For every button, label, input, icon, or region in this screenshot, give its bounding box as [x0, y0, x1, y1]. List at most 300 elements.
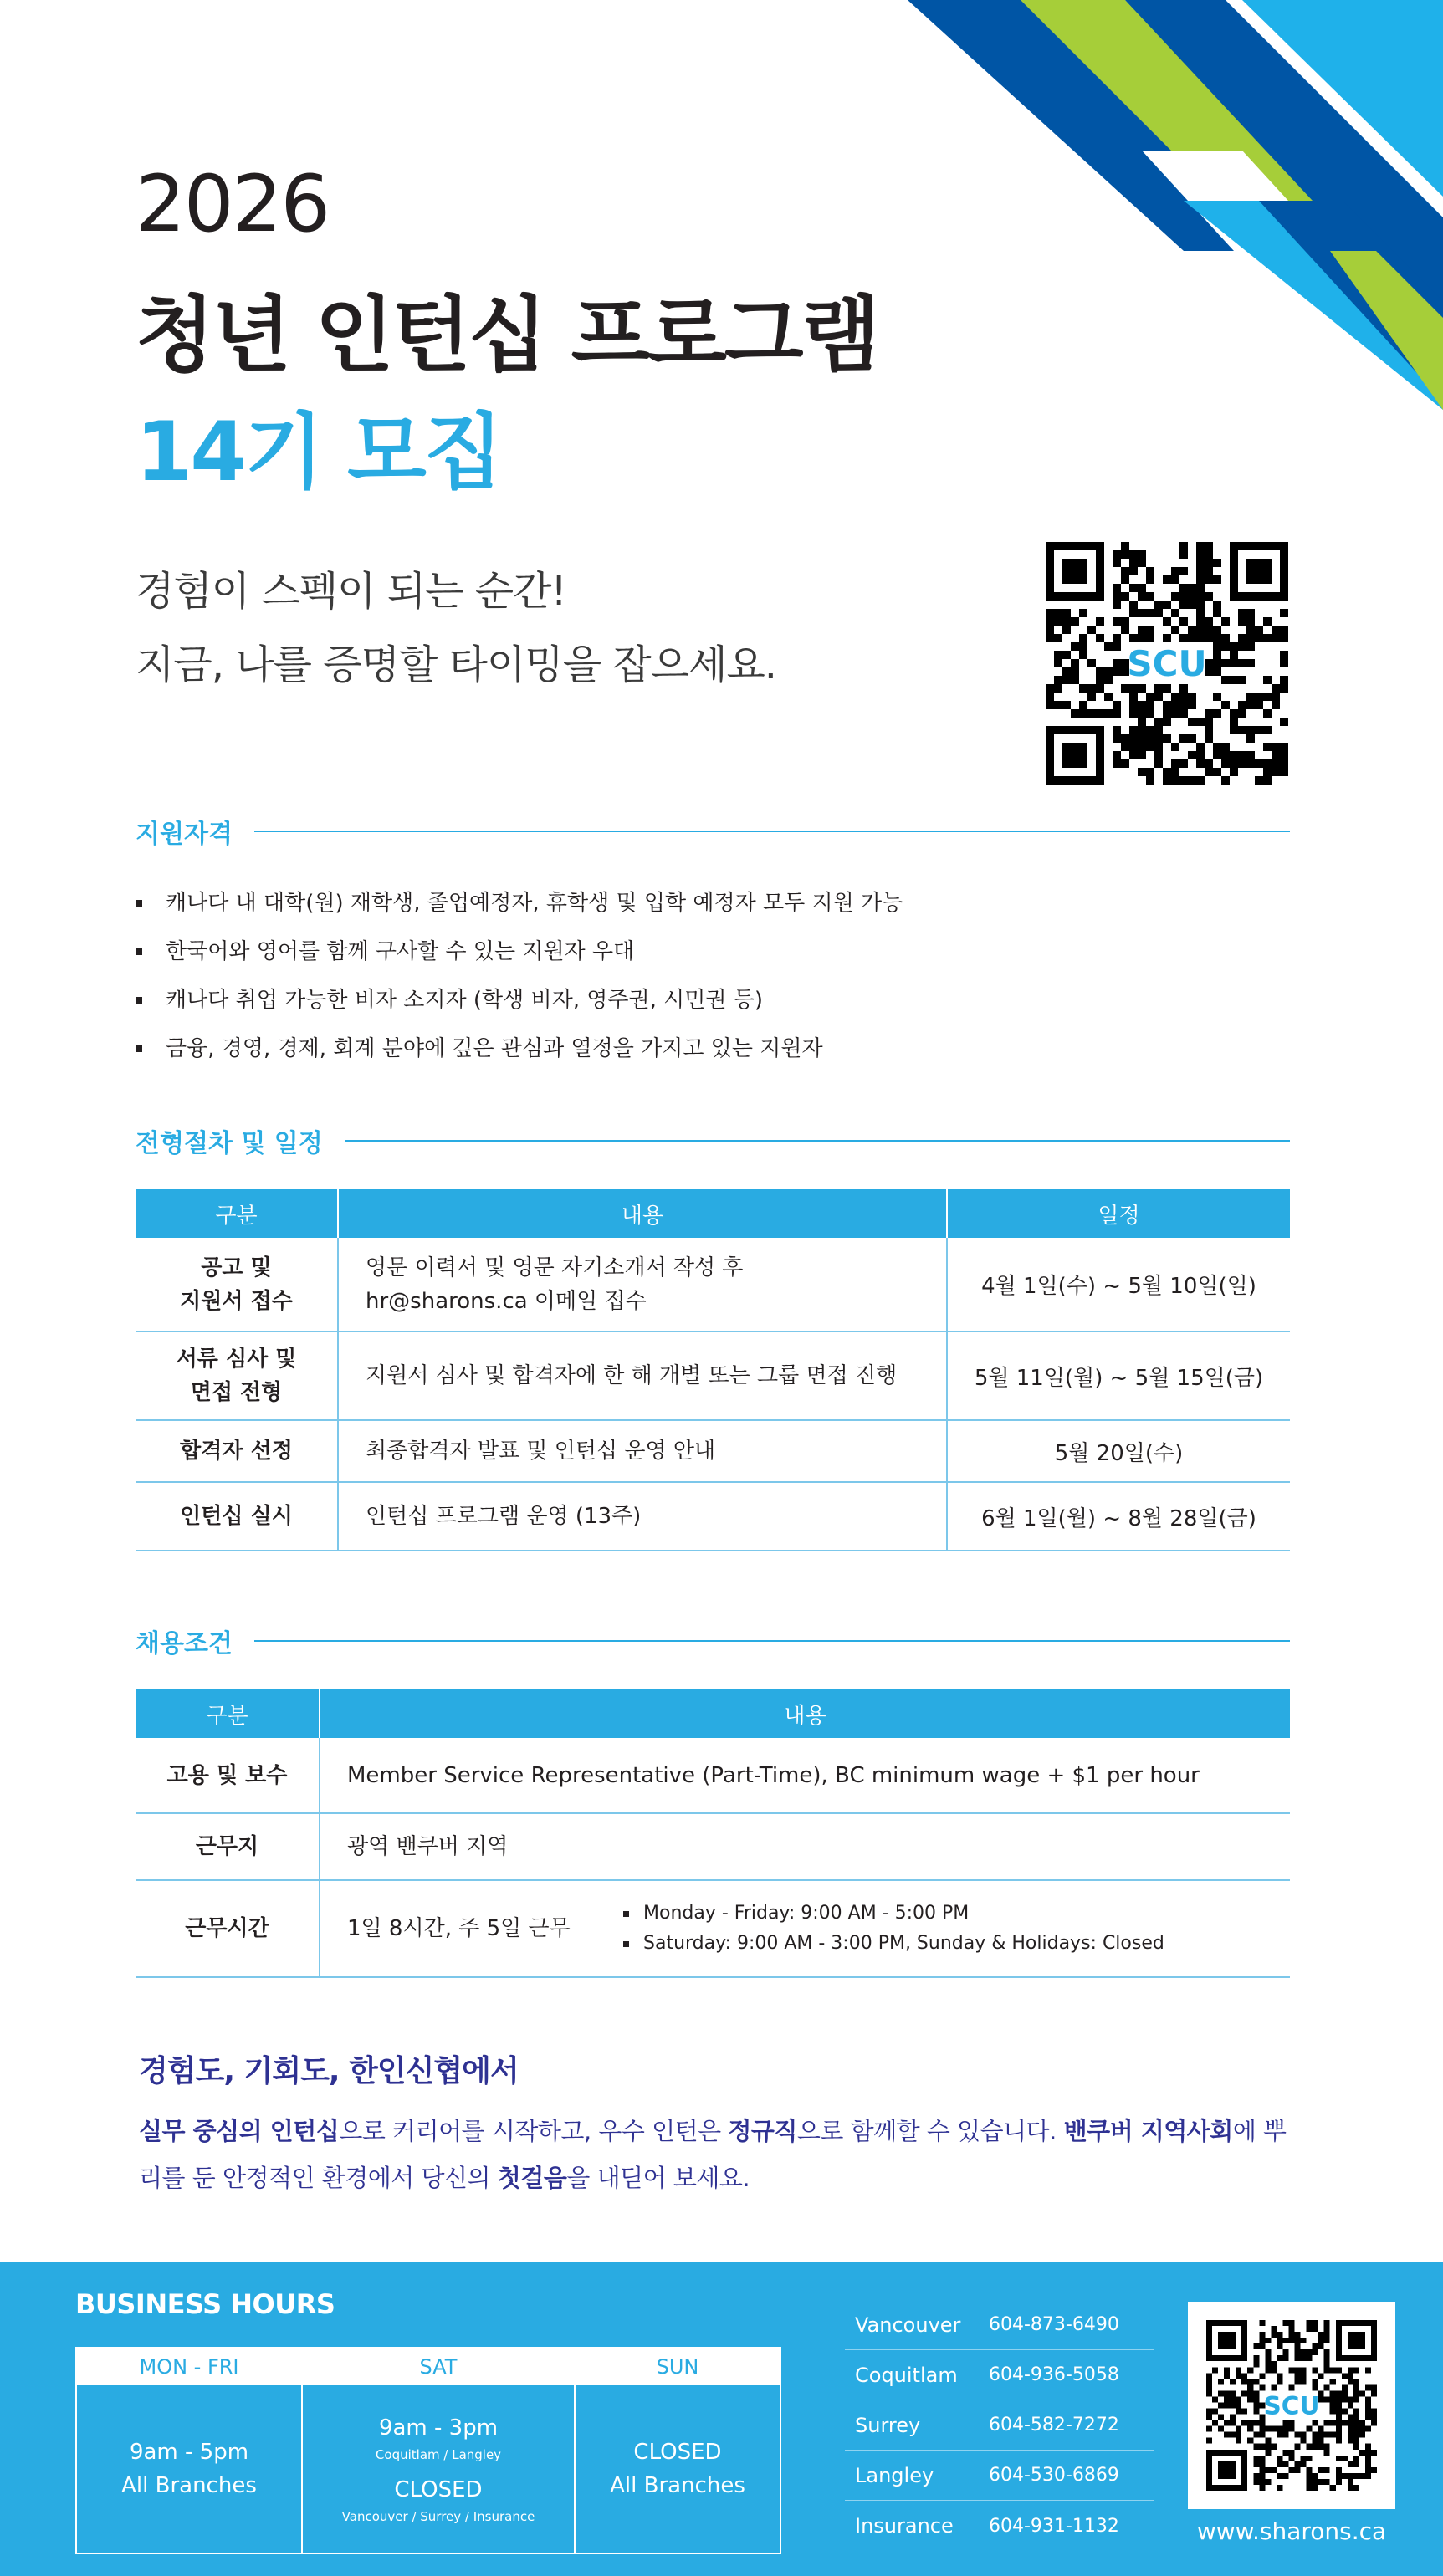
qr-module — [1353, 2409, 1359, 2415]
stage-content: 인턴십 프로그램 운영 (13주) — [338, 1482, 947, 1551]
stage-date: 6월 1일(월) ~ 8월 28일(금) — [947, 1482, 1290, 1551]
qr-module — [1221, 617, 1230, 626]
qr-module — [1171, 743, 1179, 751]
qr-module — [1129, 726, 1138, 734]
qr-module — [1188, 751, 1196, 759]
qr-module — [1179, 617, 1188, 626]
qr-module — [1246, 659, 1255, 667]
hours-column-head: SUN — [576, 2349, 780, 2385]
qr-module — [1324, 2332, 1330, 2338]
qr-module — [1206, 2390, 1212, 2396]
qr-module — [1295, 2444, 1301, 2450]
section-divider — [254, 1640, 1290, 1642]
qr-module — [1342, 2390, 1348, 2396]
branch-item — [845, 2451, 1154, 2501]
qr-module — [1196, 617, 1205, 626]
qr-module — [1330, 2402, 1336, 2408]
qr-module — [1265, 2355, 1271, 2361]
qr-module — [1236, 2367, 1241, 2373]
qr-module — [1179, 542, 1188, 550]
qr-module — [1365, 2402, 1371, 2408]
stage-content: hr@sharons.ca 이메일 접수 — [366, 1288, 647, 1314]
stage-label: 서류 심사 및 — [176, 1347, 297, 1372]
qr-module — [1138, 609, 1146, 617]
list-item: 금융, 경영, 경제, 회계 분야에 깊은 관심과 열정을 가지고 있는 지원자 — [136, 1030, 1290, 1079]
qr-module — [1121, 617, 1129, 626]
qr-module — [1280, 659, 1288, 667]
qr-module — [1238, 701, 1246, 709]
qr-module — [1301, 2432, 1307, 2438]
qr-module — [1230, 759, 1238, 768]
qr-module — [1263, 768, 1272, 776]
qr-module — [1307, 2355, 1313, 2361]
qr-module — [1336, 2402, 1342, 2408]
qr-module — [1206, 2379, 1212, 2384]
qr-module — [1213, 743, 1221, 751]
qr-module — [1146, 726, 1154, 734]
hours-text: All Branches — [610, 2473, 745, 2498]
qr-module — [1365, 2396, 1371, 2402]
qr-module — [1121, 550, 1129, 559]
qr-module — [1280, 684, 1288, 693]
qr-module — [1138, 634, 1146, 642]
qr-module — [1213, 667, 1221, 676]
website-link[interactable]: www.sharons.ca — [1196, 2517, 1387, 2545]
qr-module — [1205, 709, 1213, 718]
qr-module — [1071, 709, 1079, 718]
branch-item — [845, 2400, 1154, 2451]
qr-module — [1154, 751, 1163, 759]
qr-module — [1259, 2467, 1265, 2473]
qr-module — [1313, 2438, 1318, 2444]
qr-module — [1330, 2432, 1336, 2438]
qr-module — [1253, 2456, 1259, 2461]
qr-module — [1221, 642, 1230, 651]
qr-module — [1353, 2420, 1359, 2426]
table-row — [136, 1420, 1290, 1482]
highlight-text: 첫걸음 — [497, 2164, 567, 2192]
qr-module — [1330, 2485, 1336, 2491]
qr-module — [1079, 634, 1087, 642]
qr-module — [1313, 2384, 1318, 2390]
qr-module — [1371, 2467, 1377, 2473]
qr-finder — [1246, 559, 1272, 584]
qr-module — [1230, 2420, 1236, 2426]
qr-module — [1277, 2355, 1282, 2361]
qr-module — [1348, 2415, 1353, 2420]
qr-module — [1295, 2461, 1301, 2467]
qr-module — [1138, 592, 1146, 601]
qr-module — [1272, 743, 1280, 751]
qr-module — [1330, 2396, 1336, 2402]
qr-module — [1238, 759, 1246, 768]
qr-module — [1188, 718, 1196, 726]
branch-name: Insurance — [855, 2514, 954, 2538]
qr-module — [1307, 2456, 1313, 2461]
qr-module — [1087, 659, 1096, 667]
qr-module — [1336, 2415, 1342, 2420]
qr-module — [1213, 626, 1221, 634]
qr-module — [1253, 2473, 1259, 2479]
qr-module — [1179, 567, 1188, 575]
qr-module — [1230, 709, 1238, 718]
qr-module — [1163, 684, 1171, 693]
qr-module — [1280, 718, 1288, 726]
qr-module — [1146, 567, 1154, 575]
qr-module — [1062, 651, 1071, 659]
qr-module — [1277, 2456, 1282, 2461]
qr-module — [1353, 2384, 1359, 2390]
qr-finder — [1218, 2332, 1236, 2349]
qr-module — [1265, 2361, 1271, 2367]
qr-module — [1342, 2396, 1348, 2402]
qr-module — [1247, 2396, 1253, 2402]
qr-module — [1271, 2326, 1277, 2332]
qr-module — [1263, 617, 1272, 626]
qr-module — [1324, 2320, 1330, 2326]
qr-module — [1213, 709, 1221, 718]
qr-module — [1213, 634, 1221, 642]
closing-heading: 경험도, 기회도, 한인신협에서 — [139, 2054, 519, 2088]
qr-module — [1230, 2432, 1236, 2438]
business-hours-title: BUSINESS HOURS — [75, 2288, 335, 2320]
qr-module — [1301, 2355, 1307, 2361]
qr-module — [1230, 768, 1238, 776]
qr-module — [1307, 2326, 1313, 2332]
business-hours-table — [75, 2347, 781, 2554]
qr-module — [1342, 2456, 1348, 2461]
qr-module — [1241, 2420, 1247, 2426]
qr-module — [1253, 2461, 1259, 2467]
qr-module — [1213, 601, 1221, 609]
section-process-header — [136, 1122, 1290, 1159]
qr-module — [1282, 2450, 1288, 2456]
section-eligibility-title: 지원자격 — [136, 820, 233, 849]
branch-name: Surrey — [855, 2413, 921, 2437]
qr-module — [1313, 2420, 1318, 2426]
qr-module — [1206, 2409, 1212, 2415]
branch-item — [845, 2501, 1154, 2551]
qr-module — [1353, 2473, 1359, 2479]
qr-module — [1259, 2461, 1265, 2467]
qr-module — [1295, 2332, 1301, 2338]
qr-module — [1238, 676, 1246, 684]
table-header: 구분 — [136, 1189, 338, 1238]
qr-module — [1353, 2396, 1359, 2402]
qr-module — [1138, 734, 1146, 743]
qr-module — [1096, 709, 1104, 718]
conditions-table — [136, 1689, 1290, 1978]
qr-module — [1179, 592, 1188, 601]
qr-module — [1230, 642, 1238, 651]
qr-module — [1288, 2450, 1294, 2456]
qr-module — [1087, 626, 1096, 634]
qr-module — [1280, 634, 1288, 642]
qr-module — [1113, 617, 1121, 626]
qr-module — [1213, 768, 1221, 776]
qr-module — [1206, 2373, 1212, 2379]
qr-module — [1280, 768, 1288, 776]
qr-module — [1113, 642, 1121, 651]
qr-module — [1263, 759, 1272, 768]
qr-module — [1236, 2426, 1241, 2432]
qr-module — [1188, 584, 1196, 592]
qr-module — [1121, 542, 1129, 550]
qr-module — [1371, 2390, 1377, 2396]
qr-module — [1246, 634, 1255, 642]
qr-module — [1313, 2432, 1318, 2438]
qr-module — [1096, 684, 1104, 693]
qr-module — [1259, 2338, 1265, 2343]
qr-module — [1371, 2409, 1377, 2415]
qr-module — [1206, 2438, 1212, 2444]
qr-module — [1277, 2379, 1282, 2384]
qr-module — [1079, 684, 1087, 693]
qr-module — [1121, 592, 1129, 601]
body-text: 으로 커리어를 시작하고, 우수 인턴은 — [339, 2117, 729, 2145]
qr-module — [1224, 2396, 1230, 2402]
qr-module — [1253, 2432, 1259, 2438]
qr-module — [1113, 751, 1121, 759]
qr-module — [1224, 2367, 1230, 2373]
qr-module — [1330, 2409, 1336, 2415]
qr-module — [1359, 2426, 1365, 2432]
qr-module — [1196, 542, 1205, 550]
qr-module — [1054, 701, 1062, 709]
branch-name: Coquitlam — [855, 2363, 958, 2387]
qr-module — [1247, 2379, 1253, 2384]
hours-text: CLOSED — [394, 2477, 483, 2502]
qr-module — [1113, 584, 1121, 592]
qr-module — [1113, 634, 1121, 642]
qr-module — [1146, 693, 1154, 701]
qr-module — [1359, 2390, 1365, 2396]
qr-module — [1213, 642, 1221, 651]
qr-module — [1046, 626, 1054, 634]
qr-module — [1230, 726, 1238, 734]
qr-module — [1277, 2461, 1282, 2467]
qr-module — [1121, 684, 1129, 693]
qr-module — [1271, 2361, 1277, 2367]
branch-phone[interactable]: 604-582-7272 — [989, 2415, 1119, 2435]
qr-module — [1224, 2402, 1230, 2408]
qr-module — [1205, 759, 1213, 768]
qr-module — [1188, 626, 1196, 634]
qr-module — [1272, 751, 1280, 759]
qr-module — [1241, 2373, 1247, 2379]
qr-module — [1313, 2326, 1318, 2332]
qr-module — [1054, 651, 1062, 659]
qr-module — [1218, 2390, 1224, 2396]
qr-module — [1288, 2426, 1294, 2432]
qr-module — [1295, 2349, 1301, 2355]
qr-module — [1348, 2479, 1353, 2485]
qr-module — [1247, 2390, 1253, 2396]
qr-module — [1301, 2373, 1307, 2379]
qr-module — [1188, 701, 1196, 709]
qr-module — [1046, 684, 1054, 693]
qr-module — [1288, 2320, 1294, 2326]
qr-module — [1221, 751, 1230, 759]
qr-module — [1196, 575, 1205, 584]
qr-module — [1253, 2361, 1259, 2367]
qr-module — [1259, 2343, 1265, 2349]
qr-module — [1096, 667, 1104, 676]
qr-module — [1238, 617, 1246, 626]
qr-module — [1353, 2390, 1359, 2396]
qr-module — [1163, 601, 1171, 609]
qr-module — [1253, 2409, 1259, 2415]
table-header: 구분 — [136, 1689, 320, 1738]
qr-module — [1336, 2456, 1342, 2461]
condition-label: 근무지 — [136, 1813, 320, 1880]
qr-module — [1313, 2343, 1318, 2349]
qr-module — [1365, 2444, 1371, 2450]
qr-module — [1348, 2473, 1353, 2479]
qr-module — [1079, 642, 1087, 651]
qr-module — [1188, 693, 1196, 701]
qr-module — [1318, 2373, 1324, 2379]
qr-module — [1246, 726, 1255, 734]
qr-module — [1071, 676, 1079, 684]
qr-module — [1353, 2444, 1359, 2450]
qr-module — [1295, 2467, 1301, 2473]
hours-text: 9am - 5pm — [129, 2440, 249, 2465]
condition-content: 광역 밴쿠버 지역 — [320, 1813, 1290, 1880]
qr-module — [1138, 751, 1146, 759]
qr-module — [1138, 684, 1146, 693]
qr-module — [1259, 2473, 1265, 2479]
qr-module — [1054, 617, 1062, 626]
qr-module — [1353, 2456, 1359, 2461]
qr-module — [1313, 2349, 1318, 2355]
qr-module — [1188, 601, 1196, 609]
qr-module — [1179, 709, 1188, 718]
qr-module — [1246, 759, 1255, 768]
qr-module — [1365, 2367, 1371, 2373]
qr-module — [1259, 2485, 1265, 2491]
qr-module — [1246, 642, 1255, 651]
qr-module — [1129, 701, 1138, 709]
qr-module — [1196, 776, 1205, 785]
qr-module — [1205, 559, 1213, 567]
qr-module — [1280, 626, 1288, 634]
qr-module — [1348, 2396, 1353, 2402]
qr-module — [1371, 2384, 1377, 2390]
qr-module — [1138, 559, 1146, 567]
qr-module — [1218, 2415, 1224, 2420]
qr-module — [1236, 2396, 1241, 2402]
qr-module — [1263, 726, 1272, 734]
branch-phone[interactable]: 604-530-6869 — [989, 2465, 1119, 2486]
qr-module — [1129, 609, 1138, 617]
qr-module — [1196, 559, 1205, 567]
qr-module — [1179, 634, 1188, 642]
qr-module — [1154, 609, 1163, 617]
qr-module — [1096, 617, 1104, 626]
qr-module — [1255, 693, 1263, 701]
branch-phone[interactable]: 604-931-1132 — [989, 2515, 1119, 2537]
qr-module — [1265, 2426, 1271, 2432]
qr-module — [1246, 701, 1255, 709]
qr-module — [1218, 2379, 1224, 2384]
qr-module — [1188, 592, 1196, 601]
qr-module — [1046, 693, 1054, 701]
qr-module — [1288, 2326, 1294, 2332]
qr-module — [1146, 743, 1154, 751]
qr-module — [1146, 575, 1154, 584]
qr-module — [1154, 601, 1163, 609]
qr-module — [1342, 2384, 1348, 2390]
qr-module — [1113, 709, 1121, 718]
qr-module — [1288, 2467, 1294, 2473]
qr-module — [1212, 2396, 1218, 2402]
qr-module — [1079, 709, 1087, 718]
qr-module — [1336, 2390, 1342, 2396]
headline-title: 청년 인턴십 프로그램 — [136, 288, 878, 383]
body-text: 으로 함께할 수 있습니다. — [796, 2117, 1064, 2145]
table-header: 내용 — [338, 1189, 947, 1238]
qr-module — [1087, 709, 1096, 718]
qr-module — [1359, 2432, 1365, 2438]
qr-module — [1238, 659, 1246, 667]
qr-module — [1280, 651, 1288, 659]
qr-module — [1230, 659, 1238, 667]
qr-module — [1307, 2473, 1313, 2479]
qr-module — [1259, 2373, 1265, 2379]
qr-module — [1263, 634, 1272, 642]
qr-module — [1353, 2461, 1359, 2467]
stage-label: 지원서 접수 — [180, 1288, 293, 1314]
qr-module — [1224, 2420, 1230, 2426]
qr-code[interactable] — [1046, 542, 1288, 785]
qr-module — [1272, 634, 1280, 642]
footer-qr-code[interactable] — [1206, 2320, 1377, 2491]
qr-module — [1324, 2479, 1330, 2485]
branch-name: Langley — [855, 2463, 934, 2487]
qr-module — [1259, 2456, 1265, 2461]
qr-module — [1247, 2420, 1253, 2426]
branch-phone[interactable]: 604-873-6490 — [989, 2314, 1119, 2335]
qr-module — [1277, 2485, 1282, 2491]
stage-date: 4월 1일(수) ~ 5월 10일(일) — [947, 1238, 1290, 1331]
qr-module — [1196, 743, 1205, 751]
qr-module — [1171, 768, 1179, 776]
qr-module — [1336, 2479, 1342, 2485]
qr-module — [1104, 642, 1113, 651]
hours-column-weekday — [77, 2349, 303, 2553]
qr-module — [1171, 567, 1179, 575]
qr-module — [1104, 709, 1113, 718]
qr-module — [1241, 2409, 1247, 2415]
table-row — [136, 1482, 1290, 1551]
qr-module — [1236, 2402, 1241, 2408]
qr-module — [1046, 617, 1054, 626]
qr-module — [1138, 718, 1146, 726]
qr-module — [1272, 684, 1280, 693]
qr-module — [1253, 2396, 1259, 2402]
qr-module — [1282, 2349, 1288, 2355]
qr-module — [1129, 601, 1138, 609]
qr-module — [1330, 2390, 1336, 2396]
branch-phone[interactable]: 604-936-5058 — [989, 2364, 1119, 2385]
qr-module — [1353, 2415, 1359, 2420]
qr-module — [1062, 676, 1071, 684]
qr-module — [1104, 667, 1113, 676]
qr-module — [1295, 2338, 1301, 2343]
qr-module — [1307, 2444, 1313, 2450]
qr-module — [1196, 718, 1205, 726]
